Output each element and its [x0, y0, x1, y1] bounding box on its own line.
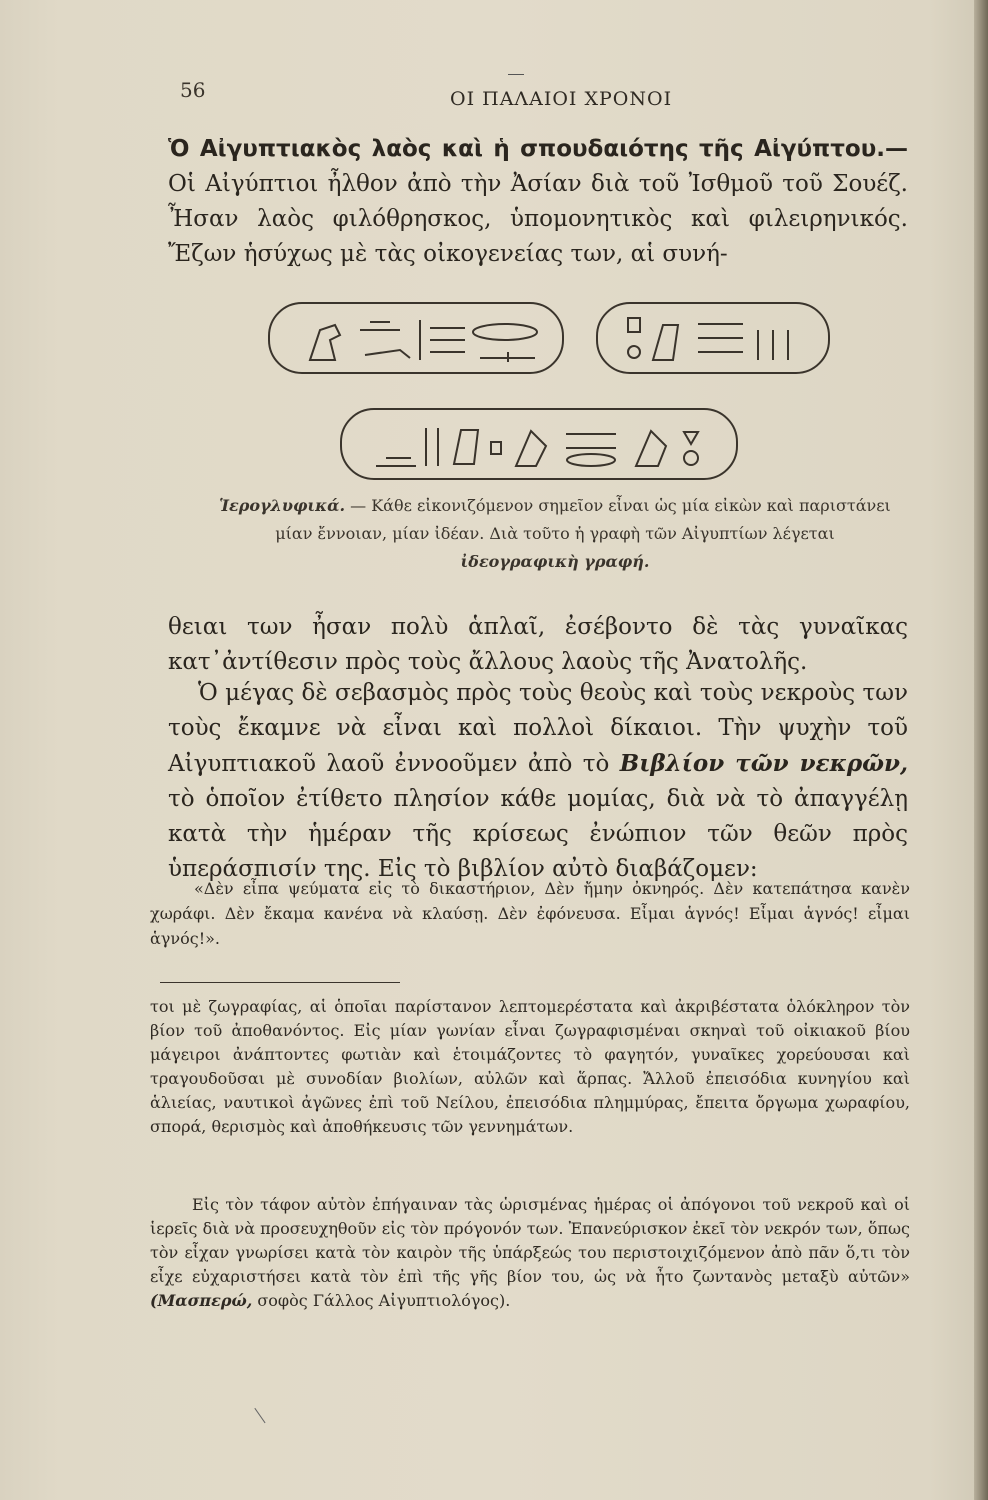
page-edge-shadow — [974, 0, 988, 1500]
footnote-divider — [160, 982, 400, 983]
book-of-the-dead-title: Βιβλίον τῶν νεκρῶν, — [619, 750, 909, 777]
body-paragraph-3 — [168, 676, 908, 887]
page-number: 56 — [180, 78, 206, 102]
cartouche-3 — [340, 408, 738, 480]
figure-caption — [215, 492, 895, 576]
hieroglyph-cartouche-bottom — [340, 408, 740, 484]
para3-start: Ὁ μέγας δὲ σεβασμὸς πρὸς τοὺς θεοὺς καὶ τοὺς νεκροὺς των τοὺς ἔκαμνε νὰ εἶναι καὶ πολλοὶ δίκαιοι. Τὴν ψυχὴν τοῦ Αἰγυπτιακοῦ λαοῦ ἐννοοῦμεν ἀπὸ τὸ — [168, 680, 908, 777]
hieroglyph-row-icon — [366, 416, 716, 472]
section-intro-paragraph — [168, 132, 908, 272]
caption-lead: Ἱερογλυφικά. — [219, 496, 346, 515]
hieroglyph-symbols-icon — [618, 310, 818, 366]
section-intro-text: Οἱ Αἰγύπτιοι ἦλθον ἀπὸ τὴν Ἀσίαν διὰ τοῦ Ἰσθμοῦ τοῦ Σουέζ. Ἦσαν λαὸς φιλόθρησκος, ὑπομονητικὸς καὶ φιλειρηνικός. Ἔζων ἡσύχως μὲ τὰς οἰκογενείας των, αἱ συνή- — [168, 171, 908, 267]
section-title: Ὁ Αἰγυπτιακὸς λαὸς καὶ ἡ σπουδαιότης τῆς Αἰγύπτου.— — [168, 136, 908, 162]
cartouche-2 — [596, 302, 830, 374]
header-mark — [508, 74, 524, 75]
footnote-paragraph-2 — [150, 1193, 910, 1313]
hieroglyph-bird-icon — [290, 310, 550, 366]
cartouche-1 — [268, 302, 564, 374]
caption-emphasis: ἰδεογραφικὴ γραφή. — [460, 552, 650, 571]
body-paragraph-2: θειαι των ἦσαν πολὺ ἁπλαῖ, ἐσέβοντο δὲ τὰς γυναῖκας κατ᾽ἀντίθεσιν πρὸς τοὺς ἄλλους λαοὺς τῆς Ἀνατολῆς. — [168, 614, 908, 675]
footnote-paragraph-1: τοι μὲ ζωγραφίας, αἱ ὁποῖαι παρίστανον λεπτομερέστατα καὶ ἀκριβέστατα ὁλόκληρον τὸν βίον τοῦ ἀποθανόντος. Εἰς μίαν γωνίαν εἶναι ζωγραφισμέναι σκηναὶ τοῦ οἰκιακοῦ βίου μάγειροι ἀνάπτοντες φωτιὰν καὶ ἑτοιμάζοντες τὸ φαγητόν, γυναῖκες χορεύουσαι καὶ τραγουδοῦσαι μὲ συνοδίαν βιολίων, αὐλῶν καὶ ἅρπας. Ἄλλοῦ ἐπεισόδια κυνηγίου καὶ ἁλιείας, ναυτικοὶ ἀγῶνες ἐπὶ τοῦ Νείλου, ἐπεισόδια πλημμύρας, ἔπειτα ὄργωμα χωραφίου, σπορά, θερισμὸς καὶ ἀποθήκευσις τῶν γεννημάτων. — [150, 997, 910, 1136]
caption-text: — Κάθε εἰκονιζόμενον σημεῖον εἶναι ὡς μία εἰκὼν καὶ παριστάνει μίαν ἔννοιαν, μίαν ἰδέαν. Διὰ τοῦτο ἡ γραφὴ τῶν Αἰγυπτίων λέγεται — [275, 496, 891, 543]
para3-end: τὸ ὁποῖον ἐτίθετο πλησίον κάθε μομίας, διὰ νὰ τὸ ἀπαγγέλῃ κατὰ τὴν ἡμέραν τῆς κρίσεως ἐνώπιον τῶν θεῶν πρὸς ὑπεράσπισίν της. Εἰς τὸ βιβλίον αὐτὸ διαβάζομεν: — [168, 786, 908, 882]
running-title: ΟΙ ΠΑΛΑΙΟΙ ΧΡΟΝΟΙ — [450, 88, 673, 110]
footnote-2-end: σοφὸς Γάλλος Αἰγυπτιολόγος). — [257, 1291, 511, 1310]
hieroglyph-cartouches-top — [268, 302, 828, 374]
footnote-2-start: Εἰς τὸν τάφον αὐτὸν ἐπήγαιναν τὰς ὡρισμένας ἡμέρας οἱ ἀπόγονοι τοῦ νεκροῦ καὶ οἱ ἱερεῖς διὰ νὰ προσευχηθοῦν εἰς τὸν πρόγονόν των. Ἐπανεύρισκον ἐκεῖ τὸν νεκρόν των, ὅπως τὸν εἶχαν γνωρίσει κατὰ τὸν καιρὸν τῆς ὑπάρξεώς του περιστοιχιζόμενον ἀπὸ πᾶν ὅ,τι τὸν εἶχε εὐχαριστήσει κατὰ τὸν ἐπὶ τῆς γῆς βίον του, ὡς νὰ ἦτο ζωντανὸς μεταξὺ αὐτῶν» — [150, 1195, 910, 1286]
footnote-author: (Μασπερώ, — [150, 1291, 253, 1310]
quote-book-of-dead: «Δὲν εἶπα ψεύματα εἰς τὸ δικαστήριον, Δὲν ἤμην ὀκνηρός. Δὲν κατεπάτησα κανὲν χωράφι. Δὲν ἔκαμα κανένα νὰ κλαύσῃ. Δὲν ἐφόνευσα. Εἶμαι ἁγνός! Εἶμαι ἁγνός! εἶμαι ἁγνός!». — [150, 879, 910, 948]
